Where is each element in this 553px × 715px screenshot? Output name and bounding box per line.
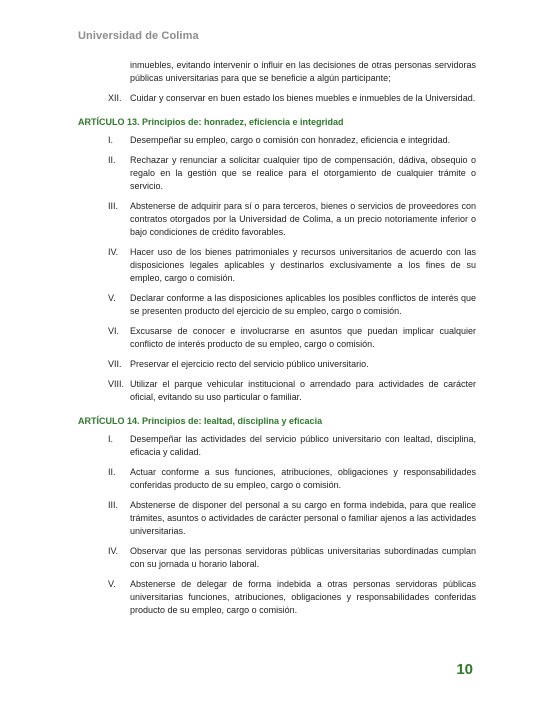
list-item	[78, 358, 476, 371]
item-number: III.	[108, 201, 119, 211]
item-number: I.	[108, 135, 114, 145]
item-number: III.	[108, 500, 119, 510]
item-text: Cuidar y conservar en buen estado los bienes muebles e inmuebles de la Universidad.	[130, 93, 476, 103]
list-item	[78, 134, 476, 147]
item-text: Abstenerse de delegar de forma indebida a otras personas servidoras públicas universitarias funciones, atribuciones, obligaciones y responsabilidades conferidas producto de su empleo, cargo o comisión.	[130, 579, 476, 615]
item-text: Desempeñar las actividades del servicio público universitario con lealtad, disciplina, eficacia y calidad.	[130, 434, 476, 457]
list-item	[78, 200, 476, 239]
item-number: II.	[108, 155, 116, 165]
list-item	[78, 246, 476, 285]
continuation-text: inmuebles, evitando intervenir o influir en las decisiones de otras personas servidoras públicas universitarias para que se beneficie a algún participante;	[130, 60, 476, 83]
list-item	[78, 433, 476, 459]
list-item	[78, 578, 476, 617]
list-item	[78, 545, 476, 571]
list-item	[78, 92, 476, 105]
item-text: Abstenerse de disponer del personal a su cargo en forma indebida, para que realice trámites, asuntos o actividades de carácter personal o familiar ajenos a las actividades universitarias.	[130, 500, 476, 536]
institution-header: Universidad de Colima	[78, 30, 199, 42]
article-13-heading: ARTÍCULO 13. Principios de: honradez, eficiencia e integridad	[78, 117, 344, 127]
item-number: IV.	[108, 546, 119, 556]
item-text: Rechazar y renunciar a solicitar cualquier tipo de compensación, dádiva, obsequio o regalo en la gestión que se realice para el otorgamiento de cualquier trámite o servicio.	[130, 155, 476, 191]
page-number: 10	[456, 661, 473, 678]
item-text: Hacer uso de los bienes patrimoniales y recursos universitarios de acuerdo con las disposiciones legales aplicables y destinarlos exclusivamente a los fines de su empleo, cargo o comisión.	[130, 247, 476, 283]
article-14-heading: ARTÍCULO 14. Principios de: lealtad, disciplina y eficacia	[78, 416, 323, 426]
item-text: Excusarse de conocer e involucrarse en asuntos que puedan implicar cualquier conflicto de interés producto de su empleo, cargo o comisión.	[130, 326, 476, 349]
list-item	[78, 466, 476, 492]
item-text: Utilizar el parque vehicular institucional o arrendado para actividades de carácter oficial, evitando su uso particular o familiar.	[130, 379, 476, 402]
list-item	[78, 325, 476, 351]
continuation-paragraph	[78, 59, 476, 85]
item-text: Desempeñar su empleo, cargo o comisión con honradez, eficiencia e integridad.	[130, 135, 451, 145]
item-text: Declarar conforme a las disposiciones aplicables los posibles conflictos de interés que se presenten producto del ejercicio de su empleo, cargo o comisión.	[130, 293, 476, 316]
item-number: II.	[108, 467, 116, 477]
document-body	[78, 59, 476, 624]
item-number: VI.	[108, 326, 120, 336]
item-number: I.	[108, 434, 114, 444]
item-text: Observar que las personas servidoras públicas universitarias subordinadas cumplan con su jornada u horario laboral.	[130, 546, 476, 569]
item-number: V.	[108, 579, 116, 589]
item-number: VII.	[108, 359, 122, 369]
list-item	[78, 154, 476, 193]
item-number: IV.	[108, 247, 119, 257]
list-item	[78, 292, 476, 318]
list-item	[78, 378, 476, 404]
item-text: Preservar el ejercicio recto del servicio público universitario.	[130, 359, 369, 369]
item-number: V.	[108, 293, 116, 303]
item-text: Actuar conforme a sus funciones, atribuciones, obligaciones y responsabilidades conferidas producto de su empleo, cargo o comisión.	[130, 467, 476, 490]
item-number: VIII.	[108, 379, 125, 389]
item-text: Abstenerse de adquirir para sí o para terceros, bienes o servicios de proveedores con contratos otorgados por la Universidad de Colima, a un precio notoriamente inferior o bajo condiciones de crédito favorables.	[130, 201, 476, 237]
item-number: XII.	[108, 93, 122, 103]
list-item	[78, 499, 476, 538]
